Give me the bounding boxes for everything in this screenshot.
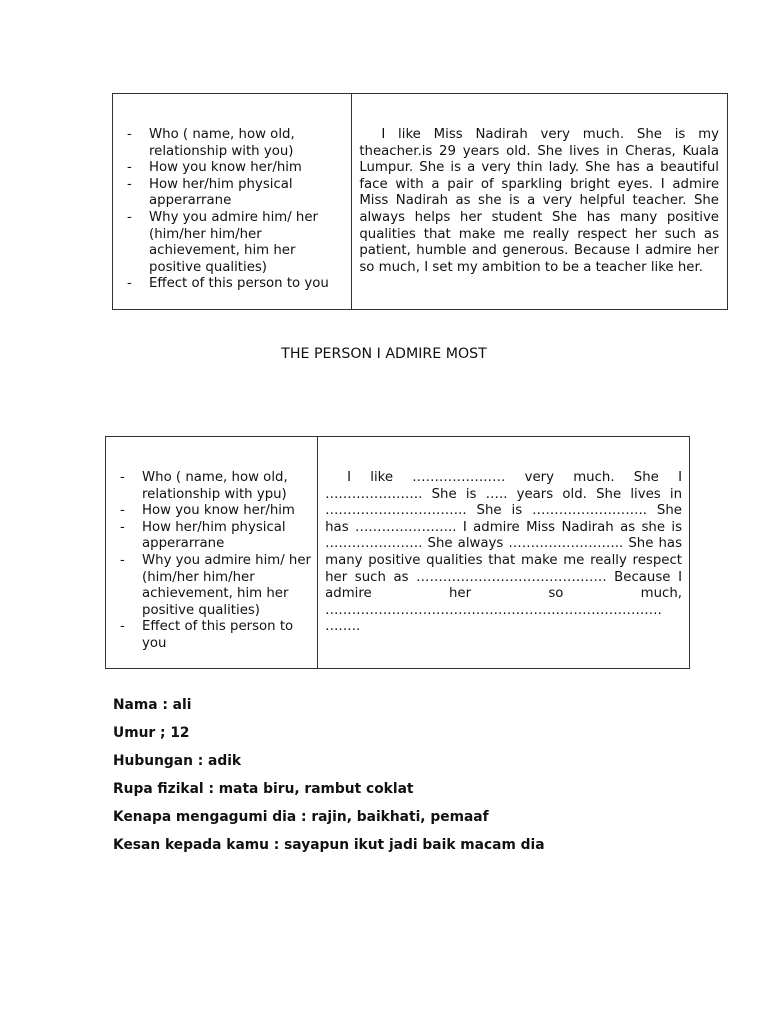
info-age: Umur ; 12 <box>113 725 190 741</box>
prompt-item: - Effect of this person to you <box>127 276 345 293</box>
prompt-item: - How you know her/him <box>127 160 345 177</box>
example-answer-cell <box>352 94 727 309</box>
prompt-item: - Why you admire him/ her (him/her him/her achievement, him her positive qualities) <box>127 210 345 276</box>
exercise-paragraph: I like ………………… very much. She I …………………. She is ….. years old. She lives in ………………………….. She is …………………….. She has ………………….. I admire Miss Nadirah as she is …………………. She always …………………….. She has many positive qualities that make me really respect her such as ……………………………………. Because I admire her so much, …………………………………………………………………. …….. <box>325 470 682 635</box>
prompt-item: - Who ( name, how old, relationship with you) <box>127 127 345 160</box>
exercise-answer-cell <box>318 437 689 668</box>
prompt-item: - Effect of this person to you <box>120 619 311 652</box>
prompt-item: - How her/him physical apperarrane <box>127 177 345 210</box>
info-name: Nama : ali <box>113 697 192 713</box>
info-list <box>113 695 545 863</box>
page-title: THE PERSON I ADMIRE MOST <box>281 346 487 362</box>
info-relationship: Hubungan : adik <box>113 753 242 769</box>
prompt-item: - How her/him physical apperarrane <box>120 520 311 553</box>
example-table <box>112 93 728 310</box>
exercise-prompt-cell <box>106 437 318 668</box>
example-prompt-list <box>127 127 345 293</box>
prompt-item: - Who ( name, how old, relationship with ypu) <box>120 470 311 503</box>
prompt-item: - Why you admire him/ her (him/her him/her achievement, him her positive qualities) <box>120 553 311 619</box>
example-paragraph: I like Miss Nadirah very much. She is my theacher.is 29 years old. She lives in Cheras, Kuala Lumpur. She is a very thin lady. She has a beautiful face with a pair of sparkling bright eyes. I admire Miss Nadirah as she is a very helpful teacher. She always helps her student She has many positive qualities that make me really respect her such as patient, humble and generous. Because I admire her so much, I set my ambition to be a teacher like her. <box>359 127 719 275</box>
exercise-prompt-list <box>120 470 311 653</box>
exercise-table <box>105 436 690 669</box>
prompt-item: - How you know her/him <box>120 503 311 520</box>
example-prompt-cell <box>113 94 352 309</box>
info-reason: Kenapa mengagumi dia : rajin, baikhati, pemaaf <box>113 809 489 825</box>
info-appearance: Rupa fizikal : mata biru, rambut coklat <box>113 781 414 797</box>
info-impression: Kesan kepada kamu : sayapun ikut jadi baik macam dia <box>113 837 545 853</box>
